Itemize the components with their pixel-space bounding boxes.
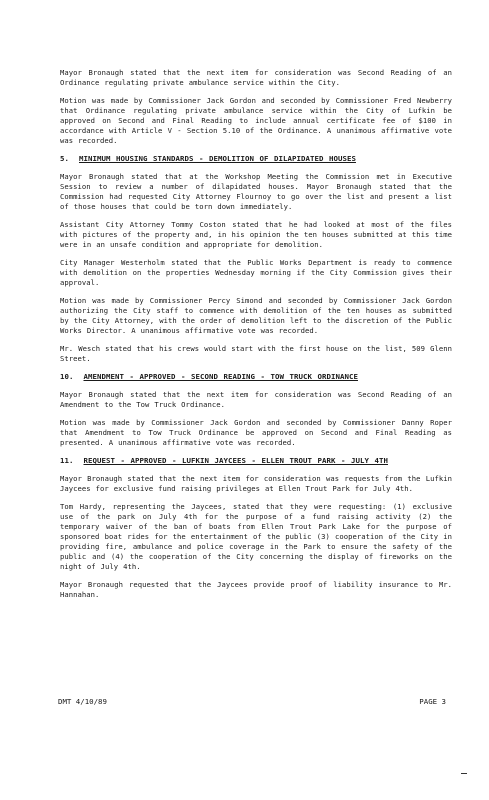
section-heading-11 [60, 456, 452, 466]
section-number: 11. [60, 456, 74, 465]
section-title: REQUEST - APPROVED - LUFKIN JAYCEES - ELLEN TROUT PARK - JULY 4TH [83, 456, 388, 465]
paragraph: Mayor Bronaugh stated that the next item for consideration was requests from the Lufkin Jaycees for exclusive fund raising privileges at Ellen Trout Park for July 4th. [60, 474, 452, 493]
section-heading-5 [60, 154, 452, 164]
section-number: 5. [60, 154, 69, 163]
paragraph: Mr. Wesch stated that his crews would start with the first house on the list, 509 Glenn Street. [60, 344, 452, 363]
paragraph: Motion was made by Commissioner Jack Gordon and seconded by Commissioner Danny Roper that Amendment to Tow Truck Ordinance be approved on Second and Final Reading as presented. A unanimous affirmative vote was recorded. [60, 418, 452, 447]
minutes-page [60, 68, 452, 608]
section-heading-10 [60, 372, 452, 382]
section-title: MINIMUM HOUSING STANDARDS - DEMOLITION OF DILAPIDATED HOUSES [79, 154, 356, 163]
footer-date: DMT 4/10/89 [58, 697, 107, 706]
paragraph: Assistant City Attorney Tommy Coston stated that he had looked at most of the files with pictures of the property and, in his opinion the ten houses submitted at this time were in an unsafe condition and appropriate for demolition. [60, 220, 452, 249]
section-title: AMENDMENT - APPROVED - SECOND READING - TOW TRUCK ORDINANCE [83, 372, 358, 381]
paragraph: Motion was made by Commissioner Jack Gordon and seconded by Commissioner Fred Newberry that Ordinance regulating private ambulance service within the City of Lufkin be approved on Second and Final Reading to include annual certificate fee of $100 in accordance with Article V - Section 5.10 of the Ordinance. A unanimous affirmative vote was recorded. [60, 96, 452, 145]
paragraph: Tom Hardy, representing the Jaycees, stated that they were requesting: (1) exclusive use of the park on July 4th for the purpose of a fund raising activity (2) the temporary waiver of the ban of boats from Ellen Trout Park Lake for the purpose of sponsored boat rides for the entertainment of the public (3) cooperation of the City in providing fire, ambulance and police coverage in the Park to ensure the safety of the public and (4) the cooperation of the City concerning the display of fireworks on the night of July 4th. [60, 502, 452, 571]
paragraph: Mayor Bronaugh stated that at the Workshop Meeting the Commission met in Executive Session to review a number of dilapidated houses. Mayor Bronaugh stated that the Commission had requested City Attorney Flournoy to go over the list and present a list of those houses that could be torn down immediately. [60, 172, 452, 211]
paragraph: Motion was made by Commissioner Percy Simond and seconded by Commissioner Jack Gordon authorizing the City staff to commence with demolition of the ten houses as submitted by the City Attorney, with the order of demolition left to the discretion of the Public Works Director. A unanimous affirmative vote was recorded. [60, 296, 452, 335]
paragraph: Mayor Bronaugh stated that the next item for consideration was Second Reading of an Ordinance regulating private ambulance service within the City. [60, 68, 452, 87]
section-number: 10. [60, 372, 74, 381]
paragraph: Mayor Bronaugh requested that the Jaycees provide proof of liability insurance to Mr. Hannahan. [60, 580, 452, 599]
page-number: PAGE 3 [419, 697, 446, 706]
paragraph: Mayor Bronaugh stated that the next item for consideration was Second Reading of an Amendment to the Tow Truck Ordinance. [60, 390, 452, 409]
scan-mark [461, 773, 467, 774]
paragraph: City Manager Westerholm stated that the Public Works Department is ready to commence with demolition on the properties Wednesday morning if the City Commission gives their approval. [60, 258, 452, 287]
